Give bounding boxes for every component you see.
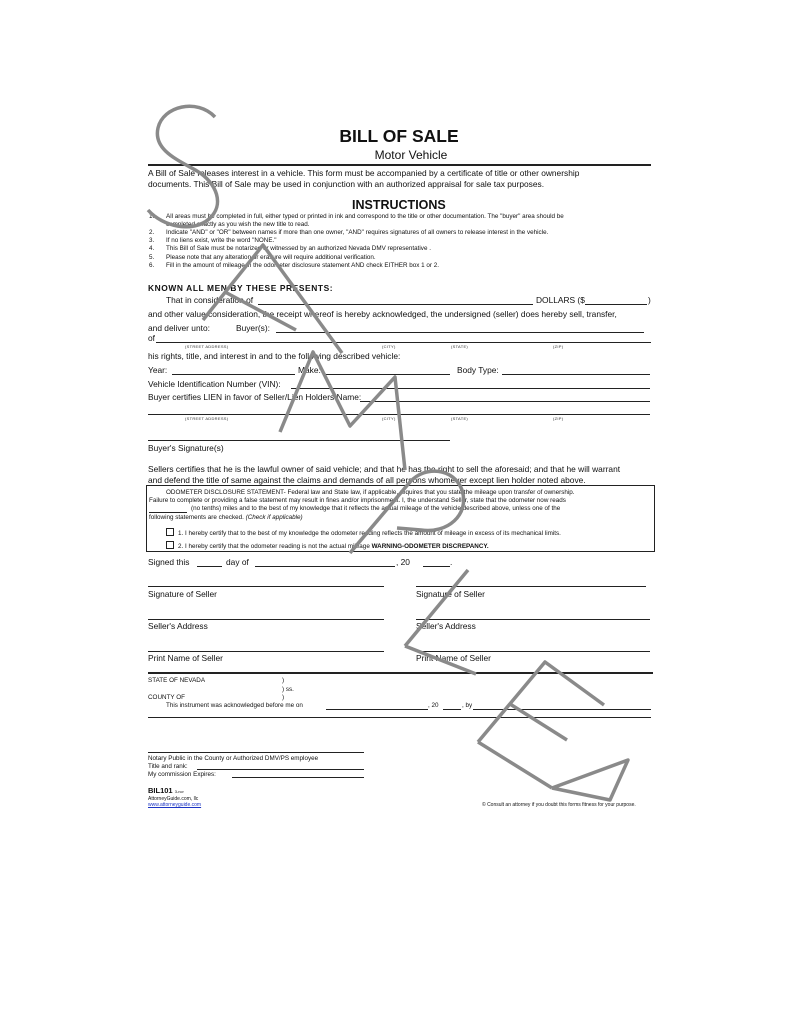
seller-1-address-label: Seller's Address xyxy=(148,621,208,631)
caption-state: (STATE) xyxy=(451,344,469,349)
instruction-text: Fill in the amount of mileage in the odometer disclosure statement AND check EITHER box 1 or 2. xyxy=(166,262,439,269)
body-type-field[interactable] xyxy=(502,374,650,375)
instruction-num: 4. xyxy=(149,245,155,252)
instruction-text: If no liens exist, write the word "NONE." xyxy=(166,237,277,244)
notary-date-field[interactable] xyxy=(326,709,428,710)
signed-period: . xyxy=(450,557,453,567)
make-field[interactable] xyxy=(324,374,450,375)
checkbox-2[interactable] xyxy=(166,541,174,549)
rights-text: his rights, title, and interest in and to the following described vehicle: xyxy=(148,351,401,361)
instruction-num: 3. xyxy=(149,237,155,244)
form-id xyxy=(148,786,184,795)
odometer-option-2[interactable] xyxy=(166,541,489,550)
disclaimer: © Consult an attorney if you doubt this forms fitness for your purpose. xyxy=(482,802,636,808)
dollars-label: DOLLARS ($ xyxy=(536,295,585,305)
buyer-address-field[interactable] xyxy=(156,342,651,343)
seller-1-signature-field[interactable] xyxy=(148,586,384,587)
odometer-line-2: Failure to complete or providing a false statement may result in fines and/or imprisonment. I, the understand Seller, state that the odometer now reads xyxy=(149,497,566,504)
intro-line-1: A Bill of Sale releases interest in a vehicle. This form must be accompanied by a certificate of title or other ownership xyxy=(148,168,580,178)
checkbox-1[interactable] xyxy=(166,528,174,536)
instruction-num: 1. xyxy=(149,213,155,220)
company-name: AttorneyGuide.com, llc xyxy=(148,796,199,802)
buyer-signature-label: Buyer's Signature(s) xyxy=(148,443,224,453)
notary-acknowledged: This instrument was acknowledged before me on xyxy=(166,702,303,709)
signed-this-label: Signed this xyxy=(148,557,190,567)
lien-address-field[interactable] xyxy=(148,414,650,415)
caption-zip: (ZIP) xyxy=(553,344,564,349)
dollars-close: ) xyxy=(648,295,651,305)
odometer-miles-field[interactable] xyxy=(149,512,187,513)
caption-state: (STATE) xyxy=(451,416,469,421)
notary-title-field[interactable] xyxy=(197,769,364,770)
odometer-line-4 xyxy=(149,514,303,521)
intro-line-2: documents. This Bill of Sale may be used in conjunction with an authorized appraisal for sale tax purposes. xyxy=(148,179,545,189)
odometer-line-3: (no tenths) miles and to the best of my knowledge that it reflects the actual mileage of the vehicle described above, unless one of the xyxy=(191,505,561,512)
sellers-cert-line-1: Sellers certifies that he is the lawful owner of said vehicle; and that he has the right to sell the aforesaid; and that he will warrant xyxy=(148,464,621,474)
odometer-line-1: ODOMETER DISCLOSURE STATEMENT- Federal law and State law, if applicable, requires that you state the mileage upon transfer of ownership. xyxy=(166,489,575,496)
notary-rule xyxy=(148,672,653,674)
buyer-name-field[interactable] xyxy=(276,332,644,333)
notary-county: COUNTY OF xyxy=(148,694,185,701)
form-id-code: BIL101 xyxy=(148,786,173,795)
year-field[interactable] xyxy=(172,374,295,375)
instruction-text: Please note that any alteration or erasure will require additional verification. xyxy=(166,254,376,261)
buyers-label: Buyer(s): xyxy=(236,323,270,333)
notary-year-field[interactable] xyxy=(443,709,461,710)
instruction-num: 6. xyxy=(149,262,155,269)
body-type-label: Body Type: xyxy=(457,365,499,375)
notary-public-label: Notary Public in the County or Authorized DMV/PS employee xyxy=(148,755,319,762)
of-label: of xyxy=(148,333,155,343)
notary-by-field-2[interactable] xyxy=(148,717,651,718)
watermark-arm xyxy=(552,760,628,800)
notary-commission-label: My commission Expires: xyxy=(148,771,216,778)
instruction-text: Indicate "AND" or "OR" between names if more than one owner, "AND" requires signatures of all owners to release interest in the vehicle. xyxy=(166,229,549,236)
form-revision: 3-ncr xyxy=(174,789,184,794)
lien-holder-field[interactable] xyxy=(360,401,650,402)
caption-street: (STREET ADDRESS) xyxy=(185,344,229,349)
seller-1-address-field[interactable] xyxy=(148,619,384,620)
seller-2-signature-field[interactable] xyxy=(416,586,646,587)
signed-comma-20: , 20 xyxy=(396,557,410,567)
notary-signature-field[interactable] xyxy=(148,752,364,753)
form-subtitle: Motor Vehicle xyxy=(374,148,448,162)
known-all-heading: KNOWN ALL MEN BY THESE PRESENTS: xyxy=(148,283,334,293)
instruction-text: All areas must be completed in full, either typed or printed in ink and correspond to the title or other documentation. The "buyer" area should be xyxy=(166,213,564,220)
seller-2-name-field[interactable] xyxy=(416,651,650,652)
signed-year-field[interactable] xyxy=(423,566,450,567)
odometer-warning: WARNING-ODOMETER DISCREPANCY. xyxy=(371,543,489,550)
watermark-letter-e xyxy=(478,662,604,788)
seller-2-signature-label: Signature of Seller xyxy=(416,589,485,599)
dollars-amount-field[interactable] xyxy=(585,304,647,305)
notary-commission-field[interactable] xyxy=(232,777,364,778)
company-url-link[interactable]: www.attorneyguide.com xyxy=(148,802,202,808)
year-label: Year: xyxy=(148,365,168,375)
instructions-heading: INSTRUCTIONS xyxy=(352,198,446,212)
header-rule xyxy=(148,164,651,166)
notary-state: STATE OF NEVADA xyxy=(148,677,206,684)
notary-paren-1: ) xyxy=(282,677,285,684)
signed-month-field[interactable] xyxy=(255,566,395,567)
make-label: Make: xyxy=(298,365,321,375)
odometer-option-2-label: 2. I hereby certify that the odometer reading is not the actual mileage xyxy=(178,543,370,550)
caption-city: (CITY) xyxy=(382,416,396,421)
buyer-signature-field[interactable] xyxy=(148,440,450,441)
deliver-unto-label: and deliver unto: xyxy=(148,323,210,333)
seller-1-name-field[interactable] xyxy=(148,651,384,652)
seller-1-signature-label: Signature of Seller xyxy=(148,589,217,599)
consideration-label: That in consideration of xyxy=(166,295,254,305)
notary-by-field[interactable] xyxy=(473,709,651,710)
odometer-line-4a: following statements are checked. xyxy=(149,514,244,521)
seller-2-address-field[interactable] xyxy=(416,619,650,620)
caption-zip: (ZIP) xyxy=(553,416,564,421)
instruction-num: 5. xyxy=(149,254,155,261)
seller-1-name-label: Print Name of Seller xyxy=(148,653,223,663)
caption-street: (STREET ADDRESS) xyxy=(185,416,229,421)
instruction-text: This Bill of Sale must be notarized or witnessed by an authorized Nevada DMV representative . xyxy=(166,245,431,252)
notary-by: , by xyxy=(462,702,473,709)
notary-paren-3: ) xyxy=(282,694,285,701)
notary-ss: ) ss. xyxy=(282,686,294,693)
seller-2-name-label: Print Name of Seller xyxy=(416,653,491,663)
consideration-field[interactable] xyxy=(258,304,533,305)
vin-label: Vehicle Identification Number (VIN): xyxy=(148,379,281,389)
watermark-letter-s xyxy=(148,106,218,226)
sellers-cert-line-2: and defend the title of same against the claims and demands of all persons whomever except lien holder noted above. xyxy=(148,475,586,485)
odometer-option-1[interactable] xyxy=(166,528,561,537)
notary-comma-20: , 20 xyxy=(428,702,439,709)
signed-day-field[interactable] xyxy=(197,566,222,567)
form-title: BILL OF SALE xyxy=(339,126,459,146)
instruction-num: 2. xyxy=(149,229,155,236)
odometer-option-1-label: 1. I hereby certify that to the best of my knowledge the odometer reading reflects the amount of mileage in excess of its mechanical limits. xyxy=(178,530,561,537)
other-value-text: and other value consideration, the receipt whereof is hereby acknowledged, the undersigned (seller) does hereby sell, transfer, xyxy=(148,309,617,319)
day-of-label: day of xyxy=(226,557,249,567)
vin-field[interactable] xyxy=(291,388,650,389)
caption-city: (CITY) xyxy=(382,344,396,349)
instruction-text: completed exactly as you wish the new title to read. xyxy=(166,221,310,228)
notary-title-label: Title and rank: xyxy=(148,763,188,770)
lien-label: Buyer certifies LIEN in favor of Seller/Lien Holders Name: xyxy=(148,392,362,402)
seller-2-address-label: Seller's Address xyxy=(416,621,476,631)
odometer-line-4b: (Check if applicable) xyxy=(245,514,303,521)
